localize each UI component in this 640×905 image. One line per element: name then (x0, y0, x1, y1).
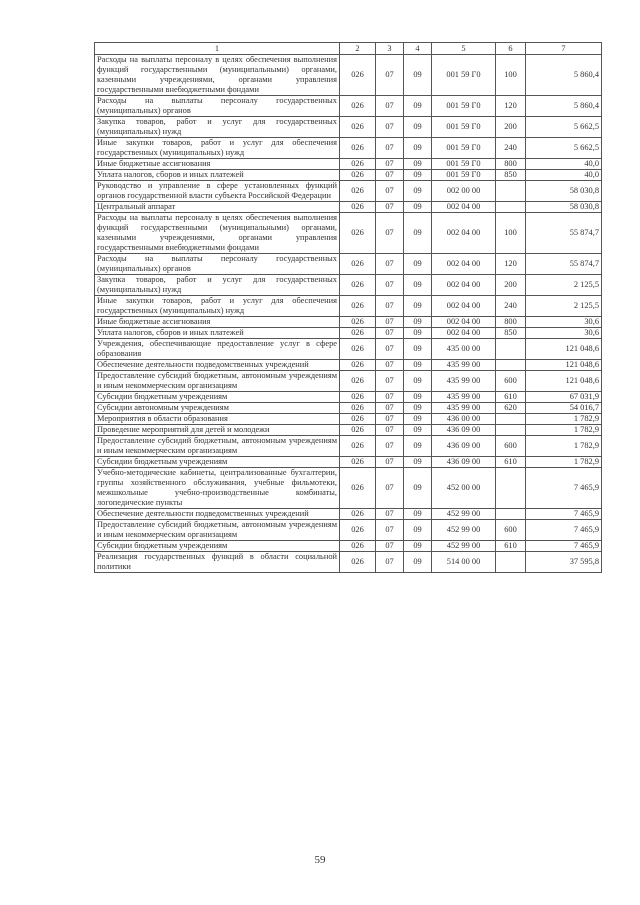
amount-cell: 1 782,9 (526, 436, 602, 457)
expense-type-cell (496, 360, 526, 371)
admin-code-cell: 026 (340, 552, 376, 573)
amount-cell: 40,0 (526, 170, 602, 181)
target-item-cell: 002 04 00 (432, 275, 496, 296)
section-cell: 07 (376, 328, 404, 339)
table-row (95, 317, 602, 328)
target-item-cell: 001 59 Г0 (432, 55, 496, 96)
row-name-cell: Иные закупки товаров, работ и услуг для обеспечения государственных (муниципальных) нужд (95, 138, 340, 159)
expense-type-cell: 620 (496, 403, 526, 414)
amount-cell: 7 465,9 (526, 468, 602, 509)
section-cell: 07 (376, 55, 404, 96)
expense-type-cell (496, 181, 526, 202)
target-item-cell: 452 99 00 (432, 509, 496, 520)
row-name-cell: Субсидии бюджетным учреждениям (95, 541, 340, 552)
amount-cell: 30,6 (526, 328, 602, 339)
expense-type-cell (496, 339, 526, 360)
subsection-cell: 09 (404, 360, 432, 371)
expense-type-cell (496, 202, 526, 213)
section-cell: 07 (376, 392, 404, 403)
amount-cell: 2 125,5 (526, 275, 602, 296)
target-item-cell: 002 04 00 (432, 213, 496, 254)
admin-code-cell: 026 (340, 509, 376, 520)
subsection-cell: 09 (404, 468, 432, 509)
table-body (95, 55, 602, 573)
table-row (95, 339, 602, 360)
subsection-cell: 09 (404, 328, 432, 339)
section-cell: 07 (376, 403, 404, 414)
admin-code-cell: 026 (340, 457, 376, 468)
section-cell: 07 (376, 552, 404, 573)
table-row (95, 170, 602, 181)
target-item-cell: 435 99 00 (432, 360, 496, 371)
subsection-cell: 09 (404, 296, 432, 317)
subsection-cell: 09 (404, 509, 432, 520)
expense-type-cell: 100 (496, 213, 526, 254)
admin-code-cell: 026 (340, 468, 376, 509)
table-row (95, 541, 602, 552)
subsection-cell: 09 (404, 392, 432, 403)
admin-code-cell: 026 (340, 360, 376, 371)
page-number: 59 (314, 854, 326, 866)
expense-type-cell: 100 (496, 55, 526, 96)
row-name-cell: Субсидии бюджетным учреждениям (95, 457, 340, 468)
expense-type-cell: 600 (496, 436, 526, 457)
amount-cell: 40,0 (526, 159, 602, 170)
admin-code-cell: 026 (340, 202, 376, 213)
target-item-cell: 002 04 00 (432, 202, 496, 213)
expense-type-cell (496, 414, 526, 425)
expense-type-cell: 240 (496, 296, 526, 317)
amount-cell: 5 662,5 (526, 117, 602, 138)
table-row (95, 181, 602, 202)
table-row (95, 202, 602, 213)
target-item-cell: 452 99 00 (432, 541, 496, 552)
target-item-cell: 436 09 00 (432, 425, 496, 436)
target-item-cell: 435 99 00 (432, 392, 496, 403)
row-name-cell: Предоставление субсидий бюджетным, автономным учреждениям и иным некоммерческим организациям (95, 520, 340, 541)
subsection-cell: 09 (404, 117, 432, 138)
amount-cell: 55 874,7 (526, 254, 602, 275)
amount-cell: 2 125,5 (526, 296, 602, 317)
row-name-cell: Субсидии бюджетным учреждениям (95, 392, 340, 403)
expense-type-cell (496, 509, 526, 520)
row-name-cell: Уплата налогов, сборов и иных платежей (95, 328, 340, 339)
amount-cell: 121 048,6 (526, 360, 602, 371)
table-row (95, 296, 602, 317)
expense-type-cell: 800 (496, 159, 526, 170)
row-name-cell: Учреждения, обеспечивающие предоставление услуг в сфере образования (95, 339, 340, 360)
subsection-cell: 09 (404, 403, 432, 414)
target-item-cell: 452 99 00 (432, 520, 496, 541)
table-row (95, 552, 602, 573)
subsection-cell: 09 (404, 457, 432, 468)
subsection-cell: 09 (404, 275, 432, 296)
table-row (95, 213, 602, 254)
header-col-6: 6 (496, 43, 526, 55)
section-cell: 07 (376, 275, 404, 296)
target-item-cell: 001 59 Г0 (432, 170, 496, 181)
header-col-2: 2 (340, 43, 376, 55)
admin-code-cell: 026 (340, 392, 376, 403)
target-item-cell: 514 00 00 (432, 552, 496, 573)
target-item-cell: 436 09 00 (432, 436, 496, 457)
subsection-cell: 09 (404, 213, 432, 254)
section-cell: 07 (376, 317, 404, 328)
section-cell: 07 (376, 360, 404, 371)
section-cell: 07 (376, 296, 404, 317)
section-cell: 07 (376, 425, 404, 436)
target-item-cell: 002 04 00 (432, 328, 496, 339)
admin-code-cell: 026 (340, 275, 376, 296)
section-cell: 07 (376, 138, 404, 159)
amount-cell: 1 782,9 (526, 457, 602, 468)
expense-type-cell (496, 552, 526, 573)
table-row (95, 425, 602, 436)
subsection-cell: 09 (404, 520, 432, 541)
subsection-cell: 09 (404, 138, 432, 159)
admin-code-cell: 026 (340, 541, 376, 552)
subsection-cell: 09 (404, 425, 432, 436)
subsection-cell: 09 (404, 339, 432, 360)
table-row (95, 403, 602, 414)
admin-code-cell: 026 (340, 436, 376, 457)
amount-cell: 7 465,9 (526, 520, 602, 541)
admin-code-cell: 026 (340, 181, 376, 202)
row-name-cell: Иные закупки товаров, работ и услуг для обеспечения государственных (муниципальных) нужд (95, 296, 340, 317)
section-cell: 07 (376, 202, 404, 213)
target-item-cell: 001 59 Г0 (432, 138, 496, 159)
expense-type-cell: 610 (496, 541, 526, 552)
subsection-cell: 09 (404, 317, 432, 328)
amount-cell: 1 782,9 (526, 425, 602, 436)
admin-code-cell: 026 (340, 254, 376, 275)
expense-type-cell (496, 468, 526, 509)
expense-type-cell: 850 (496, 170, 526, 181)
subsection-cell: 09 (404, 414, 432, 425)
header-col-7: 7 (526, 43, 602, 55)
section-cell: 07 (376, 436, 404, 457)
amount-cell: 121 048,6 (526, 371, 602, 392)
expense-type-cell: 200 (496, 275, 526, 296)
section-cell: 07 (376, 541, 404, 552)
section-cell: 07 (376, 254, 404, 275)
target-item-cell: 001 59 Г0 (432, 117, 496, 138)
section-cell: 07 (376, 457, 404, 468)
section-cell: 07 (376, 468, 404, 509)
admin-code-cell: 026 (340, 55, 376, 96)
subsection-cell: 09 (404, 541, 432, 552)
admin-code-cell: 026 (340, 296, 376, 317)
amount-cell: 5 860,4 (526, 96, 602, 117)
target-item-cell: 452 00 00 (432, 468, 496, 509)
row-name-cell: Расходы на выплаты персоналу государственных (муниципальных) органов (95, 96, 340, 117)
row-name-cell: Расходы на выплаты персоналу в целях обеспечения выполнения функций государственными (муниципальными) органами, казенными учреждениями, органами управления государственными внебюджетными фондами (95, 213, 340, 254)
header-col-4: 4 (404, 43, 432, 55)
header-col-1: 1 (95, 43, 340, 55)
header-col-3: 3 (376, 43, 404, 55)
section-cell: 07 (376, 414, 404, 425)
section-cell: 07 (376, 213, 404, 254)
table-row (95, 371, 602, 392)
amount-cell: 1 782,9 (526, 414, 602, 425)
row-name-cell: Уплата налогов, сборов и иных платежей (95, 170, 340, 181)
row-name-cell: Учебно-методические кабинеты, централизованные бухгалтерии, группы хозяйственного обслуживания, учебные фильмотеки, межшкольные учебно-производственные комбинаты, логопедические пункты (95, 468, 340, 509)
subsection-cell: 09 (404, 552, 432, 573)
expense-type-cell: 120 (496, 96, 526, 117)
expense-type-cell: 610 (496, 392, 526, 403)
admin-code-cell: 026 (340, 371, 376, 392)
subsection-cell: 09 (404, 181, 432, 202)
row-name-cell: Обеспечение деятельности подведомственных учреждений (95, 509, 340, 520)
amount-cell: 58 030,8 (526, 202, 602, 213)
row-name-cell: Расходы на выплаты персоналу в целях обеспечения выполнения функций государственными (муниципальными) органами, казенными учреждениями, органами управления государственными внебюджетными фондами (95, 55, 340, 96)
target-item-cell: 001 59 Г0 (432, 96, 496, 117)
subsection-cell: 09 (404, 55, 432, 96)
row-name-cell: Центральный аппарат (95, 202, 340, 213)
subsection-cell: 09 (404, 170, 432, 181)
section-cell: 07 (376, 371, 404, 392)
header-col-5: 5 (432, 43, 496, 55)
section-cell: 07 (376, 96, 404, 117)
admin-code-cell: 026 (340, 138, 376, 159)
admin-code-cell: 026 (340, 520, 376, 541)
table-row (95, 328, 602, 339)
section-cell: 07 (376, 170, 404, 181)
table-row (95, 138, 602, 159)
row-name-cell: Обеспечение деятельности подведомственных учреждений (95, 360, 340, 371)
table-header-row (95, 43, 602, 55)
admin-code-cell: 026 (340, 403, 376, 414)
table-row (95, 360, 602, 371)
row-name-cell: Закупка товаров, работ и услуг для государственных (муниципальных) нужд (95, 275, 340, 296)
row-name-cell: Иные бюджетные ассигнования (95, 159, 340, 170)
table-row (95, 414, 602, 425)
table-row (95, 96, 602, 117)
admin-code-cell: 026 (340, 213, 376, 254)
row-name-cell: Иные бюджетные ассигнования (95, 317, 340, 328)
table-row (95, 436, 602, 457)
table-row (95, 275, 602, 296)
admin-code-cell: 026 (340, 159, 376, 170)
subsection-cell: 09 (404, 159, 432, 170)
expense-type-cell (496, 425, 526, 436)
subsection-cell: 09 (404, 436, 432, 457)
table-row (95, 159, 602, 170)
amount-cell: 30,6 (526, 317, 602, 328)
admin-code-cell: 026 (340, 96, 376, 117)
expense-type-cell: 850 (496, 328, 526, 339)
table-row (95, 520, 602, 541)
section-cell: 07 (376, 181, 404, 202)
admin-code-cell: 026 (340, 328, 376, 339)
amount-cell: 54 016,7 (526, 403, 602, 414)
table-row (95, 392, 602, 403)
table-row (95, 468, 602, 509)
row-name-cell: Руководство и управление в сфере установленных функций органов государственной власти субъекта Российской Федерации (95, 181, 340, 202)
expense-type-cell: 120 (496, 254, 526, 275)
target-item-cell: 435 99 00 (432, 403, 496, 414)
budget-table (94, 42, 602, 573)
target-item-cell: 001 59 Г0 (432, 159, 496, 170)
table-row (95, 254, 602, 275)
subsection-cell: 09 (404, 96, 432, 117)
table-row (95, 457, 602, 468)
section-cell: 07 (376, 520, 404, 541)
expense-type-cell: 600 (496, 520, 526, 541)
amount-cell: 67 031,9 (526, 392, 602, 403)
amount-cell: 55 874,7 (526, 213, 602, 254)
amount-cell: 7 465,9 (526, 509, 602, 520)
amount-cell: 5 860,4 (526, 55, 602, 96)
amount-cell: 37 595,8 (526, 552, 602, 573)
target-item-cell: 436 00 00 (432, 414, 496, 425)
expense-type-cell: 610 (496, 457, 526, 468)
section-cell: 07 (376, 159, 404, 170)
section-cell: 07 (376, 339, 404, 360)
subsection-cell: 09 (404, 371, 432, 392)
admin-code-cell: 026 (340, 339, 376, 360)
row-name-cell: Мероприятия в области образования (95, 414, 340, 425)
amount-cell: 7 465,9 (526, 541, 602, 552)
expense-type-cell: 600 (496, 371, 526, 392)
table-row (95, 509, 602, 520)
row-name-cell: Предоставление субсидий бюджетным, автономным учреждениям и иным некоммерческим организациям (95, 371, 340, 392)
row-name-cell: Субсидии автономным учреждениям (95, 403, 340, 414)
target-item-cell: 002 04 00 (432, 296, 496, 317)
document-page (94, 42, 601, 573)
admin-code-cell: 026 (340, 317, 376, 328)
subsection-cell: 09 (404, 202, 432, 213)
target-item-cell: 436 09 00 (432, 457, 496, 468)
row-name-cell: Проведение мероприятий для детей и молодежи (95, 425, 340, 436)
row-name-cell: Реализация государственных функций в области социальной политики (95, 552, 340, 573)
admin-code-cell: 026 (340, 425, 376, 436)
target-item-cell: 002 04 00 (432, 254, 496, 275)
row-name-cell: Предоставление субсидий бюджетным, автономным учреждениям и иным некоммерческим организациям (95, 436, 340, 457)
admin-code-cell: 026 (340, 414, 376, 425)
target-item-cell: 435 99 00 (432, 371, 496, 392)
amount-cell: 121 048,6 (526, 339, 602, 360)
table-row (95, 55, 602, 96)
expense-type-cell: 800 (496, 317, 526, 328)
table-row (95, 117, 602, 138)
subsection-cell: 09 (404, 254, 432, 275)
amount-cell: 58 030,8 (526, 181, 602, 202)
admin-code-cell: 026 (340, 170, 376, 181)
section-cell: 07 (376, 509, 404, 520)
row-name-cell: Закупка товаров, работ и услуг для государственных (муниципальных) нужд (95, 117, 340, 138)
expense-type-cell: 240 (496, 138, 526, 159)
section-cell: 07 (376, 117, 404, 138)
target-item-cell: 435 00 00 (432, 339, 496, 360)
target-item-cell: 002 04 00 (432, 317, 496, 328)
amount-cell: 5 662,5 (526, 138, 602, 159)
row-name-cell: Расходы на выплаты персоналу государственных (муниципальных) органов (95, 254, 340, 275)
admin-code-cell: 026 (340, 117, 376, 138)
expense-type-cell: 200 (496, 117, 526, 138)
target-item-cell: 002 00 00 (432, 181, 496, 202)
